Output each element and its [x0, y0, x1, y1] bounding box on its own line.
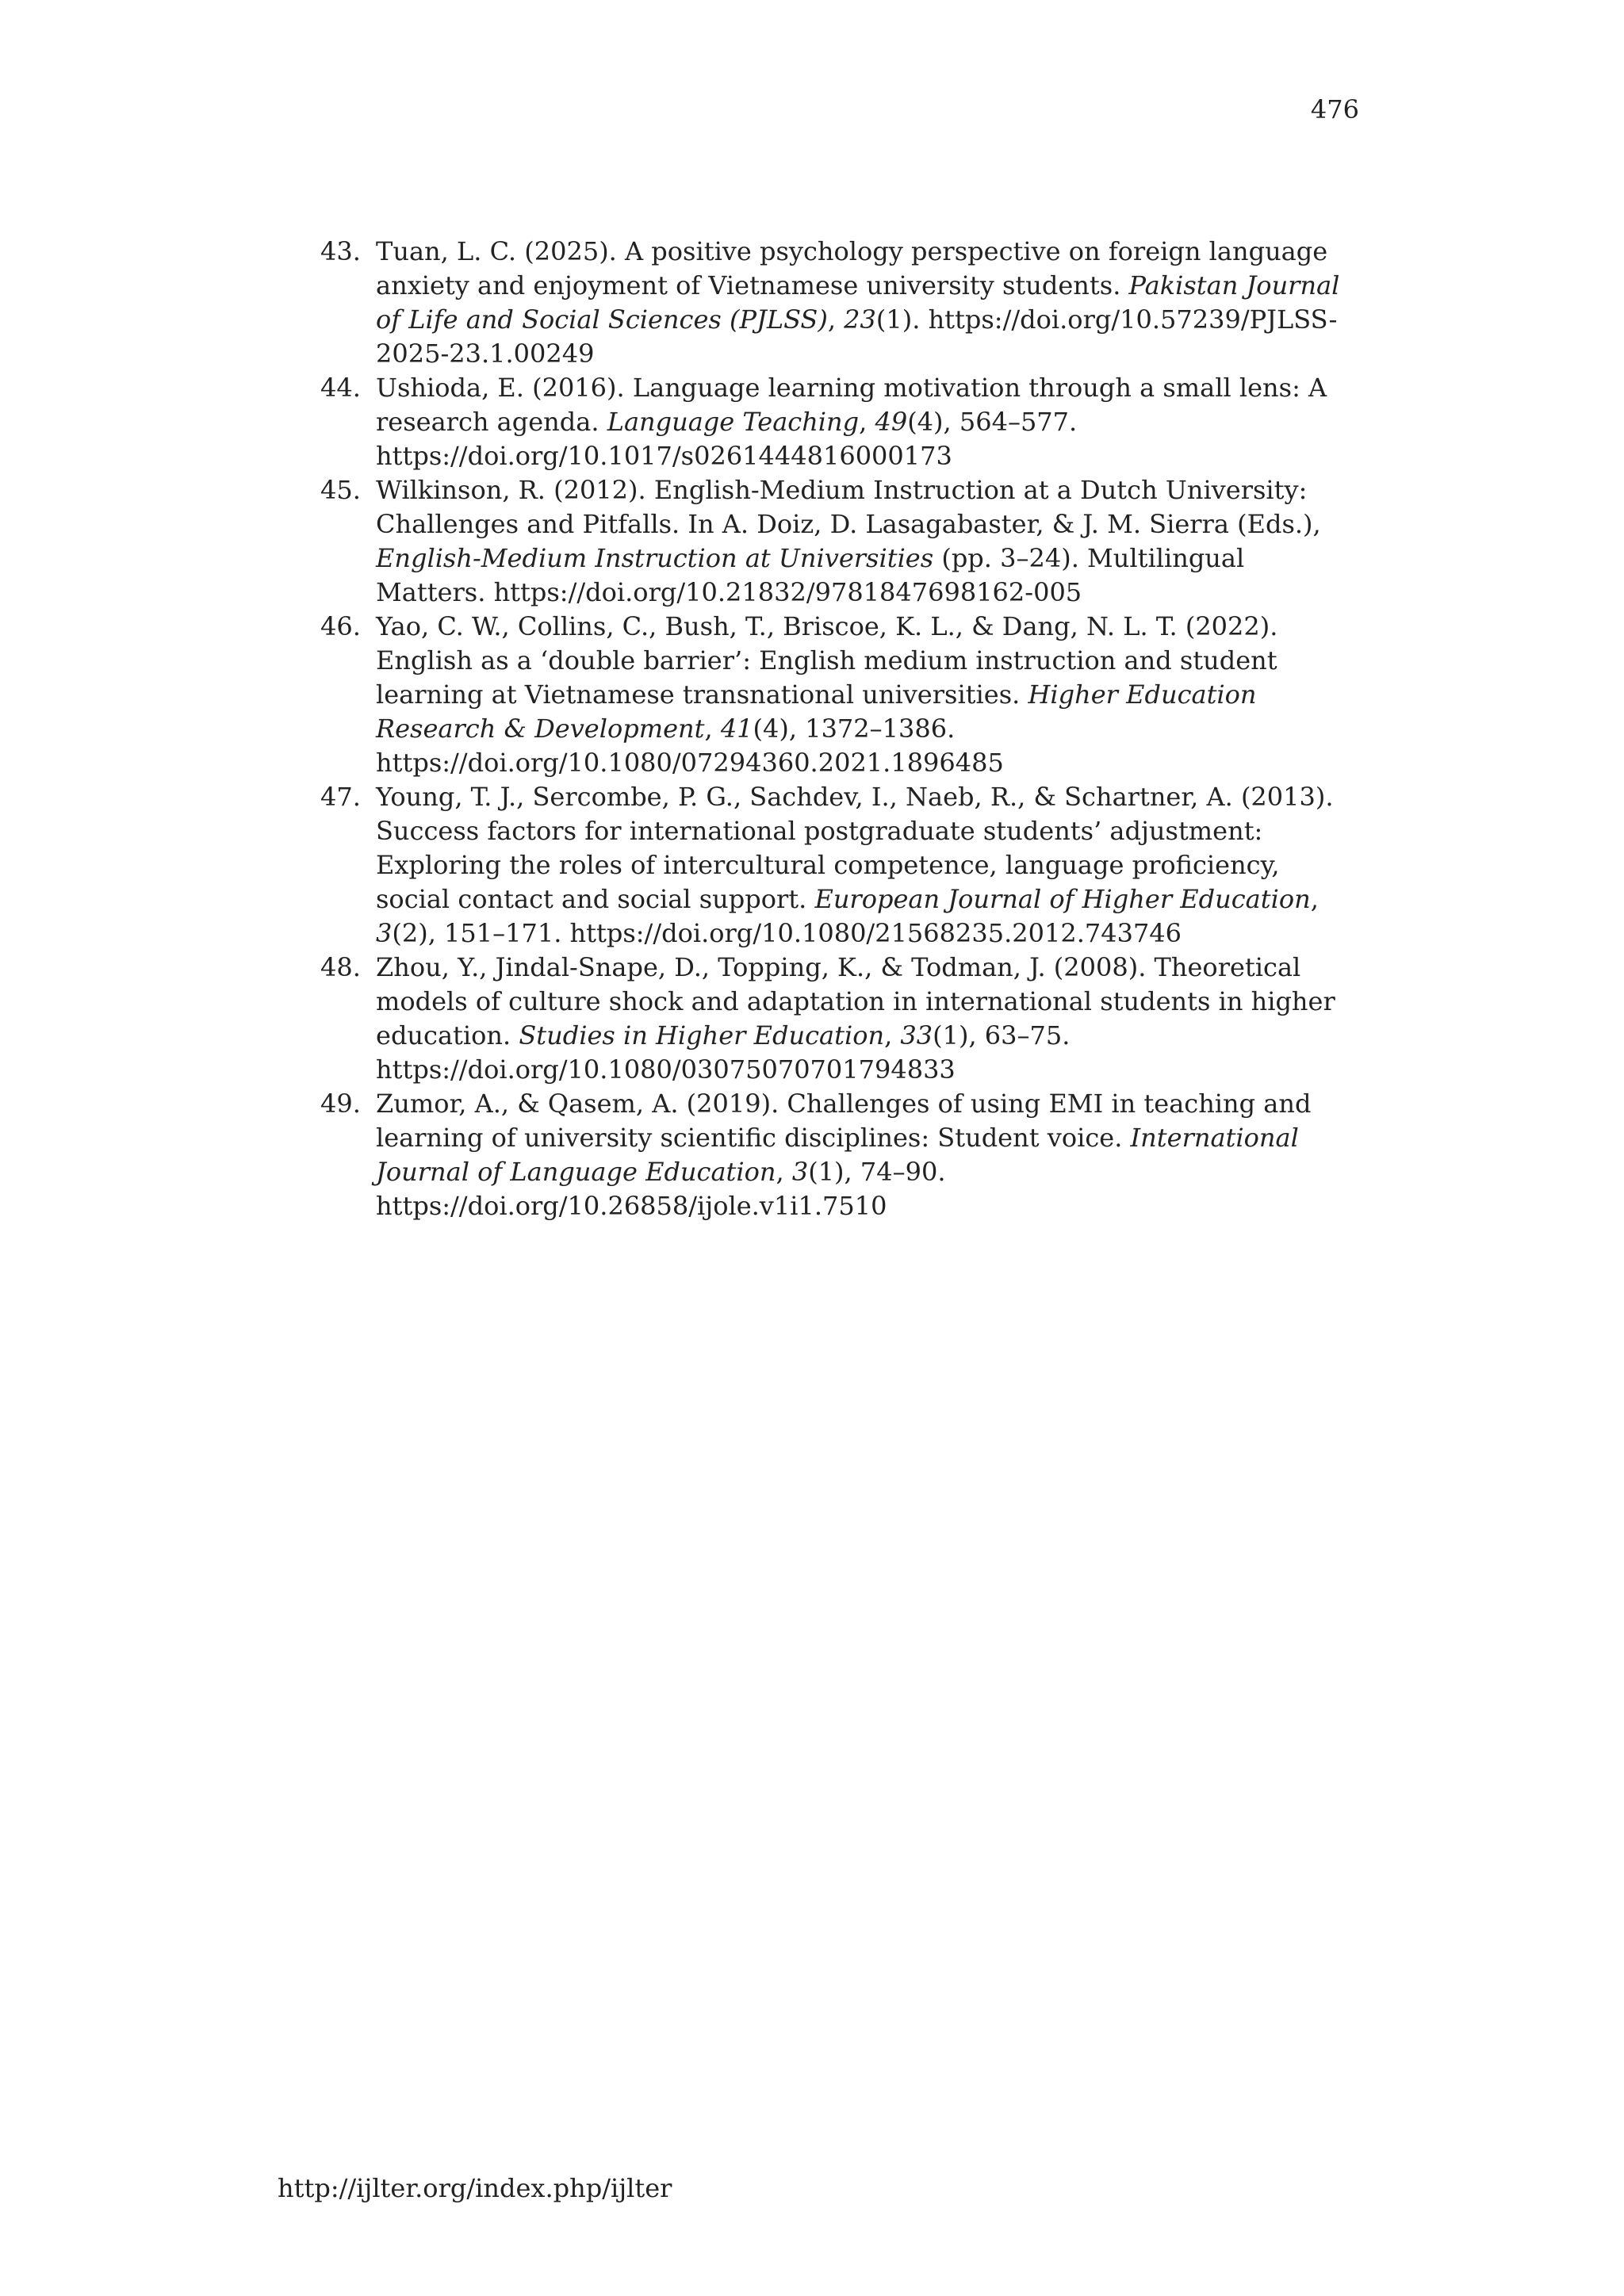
reference-authors-title: Yao, C. W., Collins, C., Bush, T., Briscoe, K. L., & Dang, N. L. T. (2022). English as a ‘double barrier’: English medium instruction and student learning at Vietnamese transnational universities. [376, 611, 1278, 710]
reference-authors-title: Tuan, L. C. (2025). A positive psychology perspective on foreign language anxiety and enjoyment of Vietnamese university students. [376, 236, 1328, 300]
reference-item [320, 951, 1359, 1087]
page-number: 476 [1310, 94, 1359, 124]
reference-number: 44. [320, 373, 361, 403]
reference-separator: , [884, 1020, 901, 1050]
reference-journal: International Journal of Language Education [376, 1123, 1299, 1187]
reference-issue-pages-doi: (4), 1372–1386. https://doi.org/10.1080/07294360.2021.1896485 [376, 714, 1004, 778]
reference-number: 47. [320, 782, 361, 812]
reference-text [376, 1087, 1359, 1223]
reference-text [376, 473, 1359, 610]
reference-item [320, 371, 1359, 473]
reference-separator: , [827, 304, 845, 335]
reference-item [320, 780, 1359, 951]
reference-volume: 3 [376, 918, 393, 948]
reference-text [376, 371, 1359, 473]
reference-authors-title: Ushioda, E. (2016). Language learning motivation through a small lens: A research agenda. [376, 373, 1327, 437]
reference-item [320, 235, 1359, 371]
reference-number: 46. [320, 611, 361, 641]
reference-separator: , [1310, 884, 1319, 914]
reference-volume: 23 [844, 304, 876, 335]
reference-item [320, 473, 1359, 610]
reference-text [376, 780, 1359, 951]
reference-pages-publisher-doi: (pp. 3–24). Multilingual Matters. https://doi.org/10.21832/9781847698162-005 [376, 543, 1245, 607]
footer-journal-link[interactable]: http://ijlter.org/index.php/ijlter [278, 2173, 672, 2203]
reference-journal: Pakistan Journal of Life and Social Sciences (PJLSS) [376, 270, 1340, 335]
reference-book-title: English-Medium Instruction at Universities [376, 543, 934, 573]
reference-issue-pages-doi: (4), 564–577. https://doi.org/10.1017/s0261444816000173 [376, 407, 1078, 471]
reference-separator: , [776, 1157, 792, 1187]
reference-text [376, 610, 1359, 780]
reference-issue-pages-doi: (2), 151–171. https://doi.org/10.1080/21568235.2012.743746 [392, 918, 1182, 948]
reference-volume: 3 [791, 1157, 809, 1187]
reference-authors-title: Wilkinson, R. (2012). English-Medium Instruction at a Dutch University: Challenges and Pitfalls. In A. Doiz, D. Lasagabaster, & J. M. Sierra (Eds.), [376, 475, 1321, 539]
reference-issue-pages-doi: (1), 74–90. https://doi.org/10.26858/ijole.v1i1.7510 [376, 1157, 946, 1221]
reference-issue-pages-doi: (1), 63–75. https://doi.org/10.1080/03075070701794833 [376, 1020, 1071, 1085]
reference-separator: , [704, 714, 721, 744]
reference-item [320, 610, 1359, 780]
reference-authors-title: Zhou, Y., Jindal-Snape, D., Topping, K., & Todman, J. (2008). Theoretical models of culture shock and adaptation in international students in higher education. [376, 952, 1335, 1050]
reference-number: 49. [320, 1089, 361, 1119]
reference-journal: Higher Education Research & Development [376, 679, 1257, 744]
reference-volume: 33 [900, 1020, 933, 1050]
reference-number: 45. [320, 475, 361, 505]
reference-volume: 41 [720, 714, 753, 744]
reference-journal: European Journal of Higher Education [814, 884, 1311, 914]
reference-number: 48. [320, 952, 361, 982]
reference-list [320, 235, 1359, 1223]
reference-authors-title: Zumor, A., & Qasem, A. (2019). Challenges of using EMI in teaching and learning of university scientific disciplines: Student voice. [376, 1089, 1312, 1153]
reference-text [376, 951, 1359, 1087]
reference-authors-title: Young, T. J., Sercombe, P. G., Sachdev, I., Naeb, R., & Schartner, A. (2013). Success factors for international postgraduate students’ adjustment: Exploring the roles of intercultural competence, language proficiency, social contact and social support. [376, 782, 1334, 914]
reference-text [376, 235, 1359, 371]
reference-journal: Studies in Higher Education [519, 1020, 885, 1050]
reference-journal: Language Teaching [607, 407, 860, 437]
reference-separator: , [859, 407, 875, 437]
reference-issue-pages-doi: (1). https://doi.org/10.57239/PJLSS-2025-23.1.00249 [376, 304, 1338, 369]
reference-number: 43. [320, 236, 361, 266]
reference-volume: 49 [875, 407, 908, 437]
reference-item [320, 1087, 1359, 1223]
